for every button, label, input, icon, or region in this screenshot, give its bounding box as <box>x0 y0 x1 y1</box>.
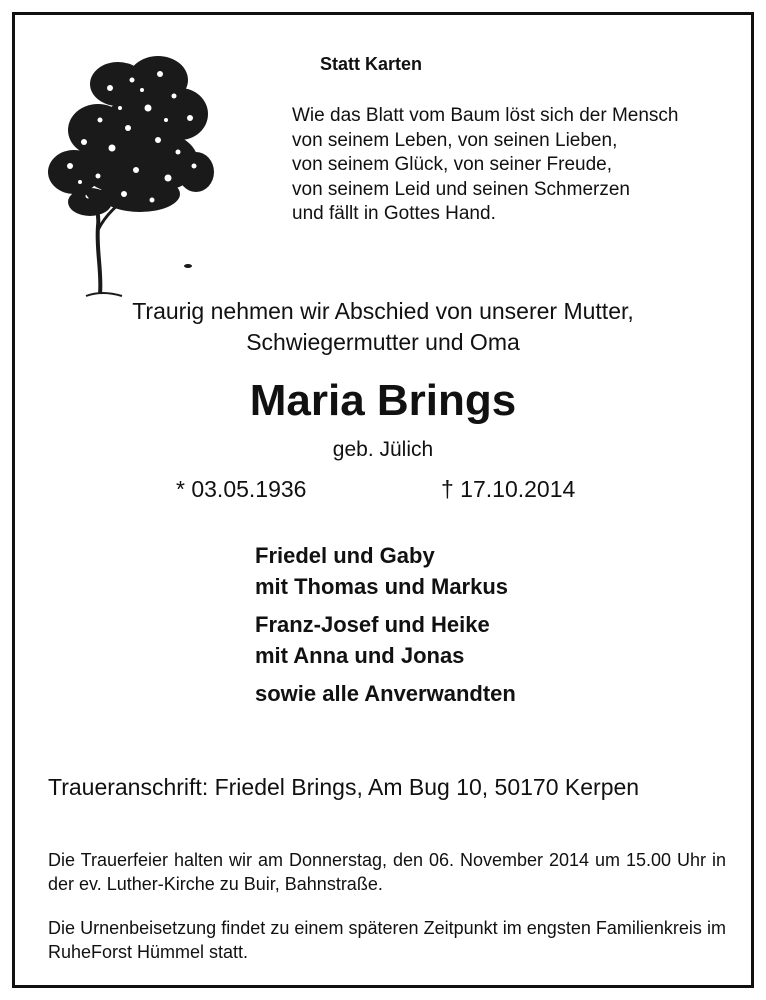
funeral-service-text: Die Trauerfeier halten wir am Donnerstag, den 06. November 2014 um 15.00 Uhr in der ev. Luther-Kirche zu Buir, Bahnstraße. <box>48 850 726 894</box>
poem-line: von seinem Leid und seinen Schmerzen <box>292 178 630 200</box>
family-line: sowie alle Anverwandten <box>255 681 516 706</box>
mourning-address: Traueranschrift: Friedel Brings, Am Bug 10, 50170 Kerpen <box>48 774 640 800</box>
death-date: † 17.10.2014 <box>441 476 576 502</box>
tree-icon <box>40 44 220 299</box>
maiden-name: geb. Jülich <box>332 438 434 461</box>
intro-text <box>0 296 766 358</box>
poem <box>292 104 678 227</box>
notice-heading: Statt Karten <box>320 54 423 74</box>
family-line: Franz-Josef und Heike <box>255 612 490 637</box>
family-line: mit Anna und Jonas <box>255 643 465 668</box>
poem-line: von seinem Glück, von seiner Freude, <box>292 154 612 175</box>
family-line: mit Thomas und Markus <box>255 574 509 599</box>
deceased-name: Maria Brings <box>249 376 517 425</box>
family-group <box>255 678 516 709</box>
family-group <box>255 540 516 602</box>
urn-burial-text: Die Urnenbeisetzung findet zu einem späteren Zeitpunkt im engsten Familienkreis im RuheForst Hümmel statt. <box>48 918 726 962</box>
poem-line: Wie das Blatt vom Baum löst sich der Mensch <box>292 105 679 126</box>
family-group <box>255 609 516 671</box>
intro-line: Schwiegermutter und Oma <box>246 329 520 355</box>
poem-line: von seinem Leben, von seinen Lieben, <box>292 129 618 151</box>
birth-date: * 03.05.1936 <box>176 476 307 502</box>
intro-line: Traurig nehmen wir Abschied von unserer Mutter, <box>132 298 634 324</box>
family-line: Friedel und Gaby <box>255 543 435 568</box>
family-list <box>255 540 516 716</box>
poem-line: und fällt in Gottes Hand. <box>292 203 496 224</box>
